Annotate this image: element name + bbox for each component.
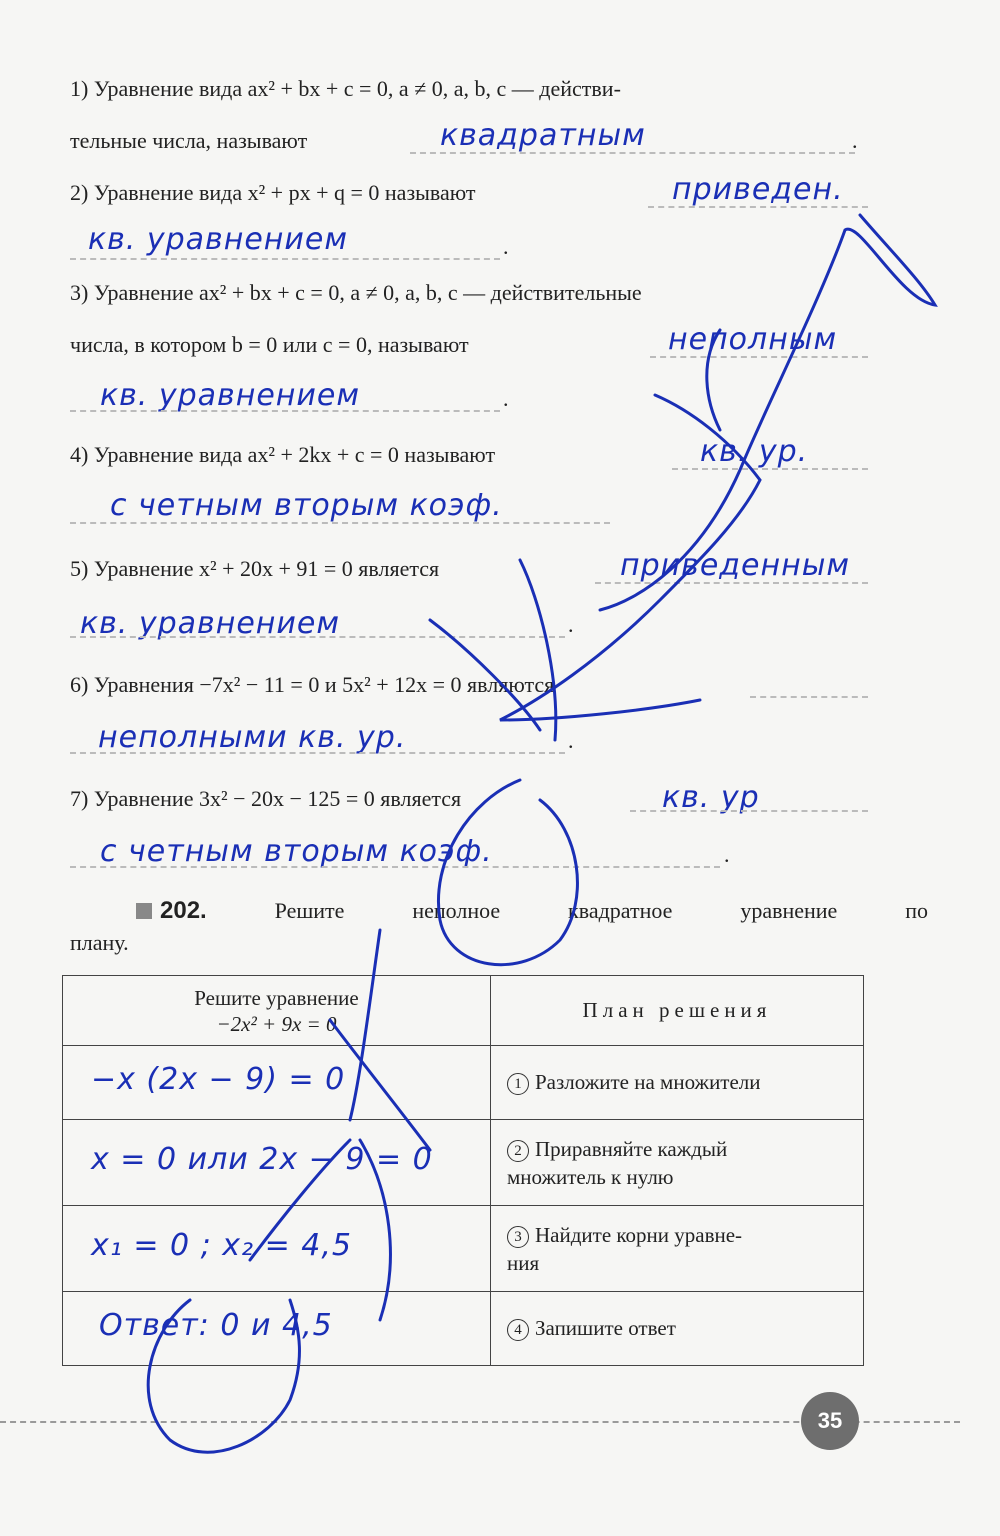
pen-stroke [330, 1020, 430, 1150]
step-number-4: 4 [507, 1319, 529, 1341]
header-left-line-1: Решите уравнение [194, 985, 359, 1010]
answer-5a: приведенным [620, 548, 851, 583]
answer-7b: с четным вторым коэф. [100, 834, 493, 869]
pen-stroke [520, 560, 556, 740]
work-step-1: −x (2x − 9) = 0 [91, 1062, 346, 1097]
answer-4b: с четным вторым коэф. [110, 488, 503, 523]
pen-stroke [148, 1300, 299, 1452]
question-5-line-1: 5) Уравнение x² + 20x + 91 = 0 является [70, 556, 440, 581]
pen-stroke [360, 1140, 390, 1320]
question-6-line-1: 6) Уравнения −7x² − 11 = 0 и 5x² + 12x = 0 являются [70, 672, 555, 697]
period: . [503, 386, 509, 411]
period: . [852, 128, 858, 153]
answer-2a: приведен. [672, 172, 844, 207]
answer-1: квадратным [440, 118, 646, 153]
pen-stroke [600, 215, 935, 610]
step-number-3: 3 [507, 1226, 529, 1248]
pen-stroke [707, 330, 720, 430]
question-3-line-1: 3) Уравнение ax² + bx + c = 0, a ≠ 0, a, b, c — действительные [70, 280, 642, 305]
answer-6: неполными кв. ур. [98, 720, 407, 755]
header-left-equation: −2x² + 9x = 0 [216, 1011, 337, 1036]
pen-stroke [430, 620, 540, 730]
task-number: 202. [160, 897, 207, 924]
answer-2b: кв. уравнением [88, 222, 349, 257]
step-number-2: 2 [507, 1140, 529, 1162]
period: . [568, 612, 574, 637]
step-text-4: Запишите ответ [535, 1316, 676, 1340]
page-number-badge: 35 [801, 1392, 859, 1450]
work-step-2: x = 0 или 2x − 9 = 0 [91, 1142, 433, 1177]
answer-5b: кв. уравнением [80, 606, 341, 641]
question-3-line-2: числа, в котором b = 0 или c = 0, называют [70, 332, 469, 357]
step-text-2-cont: множитель к нулю [507, 1164, 674, 1189]
question-7-line-1: 7) Уравнение 3x² − 20x − 125 = 0 является [70, 786, 462, 811]
answer-3a: неполным [668, 322, 838, 357]
step-text-3-cont: ния [507, 1250, 540, 1275]
step-text-2: Приравняйте каждый [535, 1136, 728, 1161]
answer-7a: кв. ур [662, 780, 760, 815]
pen-stroke [250, 1140, 350, 1260]
question-2-line-1: 2) Уравнение вида x² + px + q = 0 называют [70, 180, 476, 205]
question-4-line-1: 4) Уравнение вида ax² + 2kx + c = 0 называют [70, 442, 496, 467]
step-text-3: Найдите корни уравне- [535, 1222, 743, 1247]
work-step-3: x₁ = 0 ; x₂ = 4,5 [91, 1228, 352, 1263]
question-1-line-1: 1) Уравнение вида ax² + bx + c = 0, a ≠ 0, a, b, c — действи- [70, 76, 621, 101]
pen-stroke [438, 780, 577, 965]
period: . [724, 842, 730, 867]
answer-3b: кв. уравнением [100, 378, 361, 413]
work-step-4: Ответ: 0 и 4,5 [99, 1308, 333, 1343]
task-202-line-2: плану. [70, 930, 129, 955]
question-1-line-2: тельные числа, называют [70, 128, 308, 153]
pen-stroke [500, 395, 760, 720]
step-text-1: Разложите на множители [535, 1070, 761, 1094]
period: . [568, 728, 574, 753]
period: . [503, 234, 509, 259]
table-header-right: План решения [491, 976, 864, 1046]
pen-stroke [350, 930, 380, 1120]
step-number-1: 1 [507, 1073, 529, 1095]
answer-4a: кв. ур. [700, 434, 809, 469]
task-text: Решите неполное квадратное уравнение по [274, 898, 928, 923]
